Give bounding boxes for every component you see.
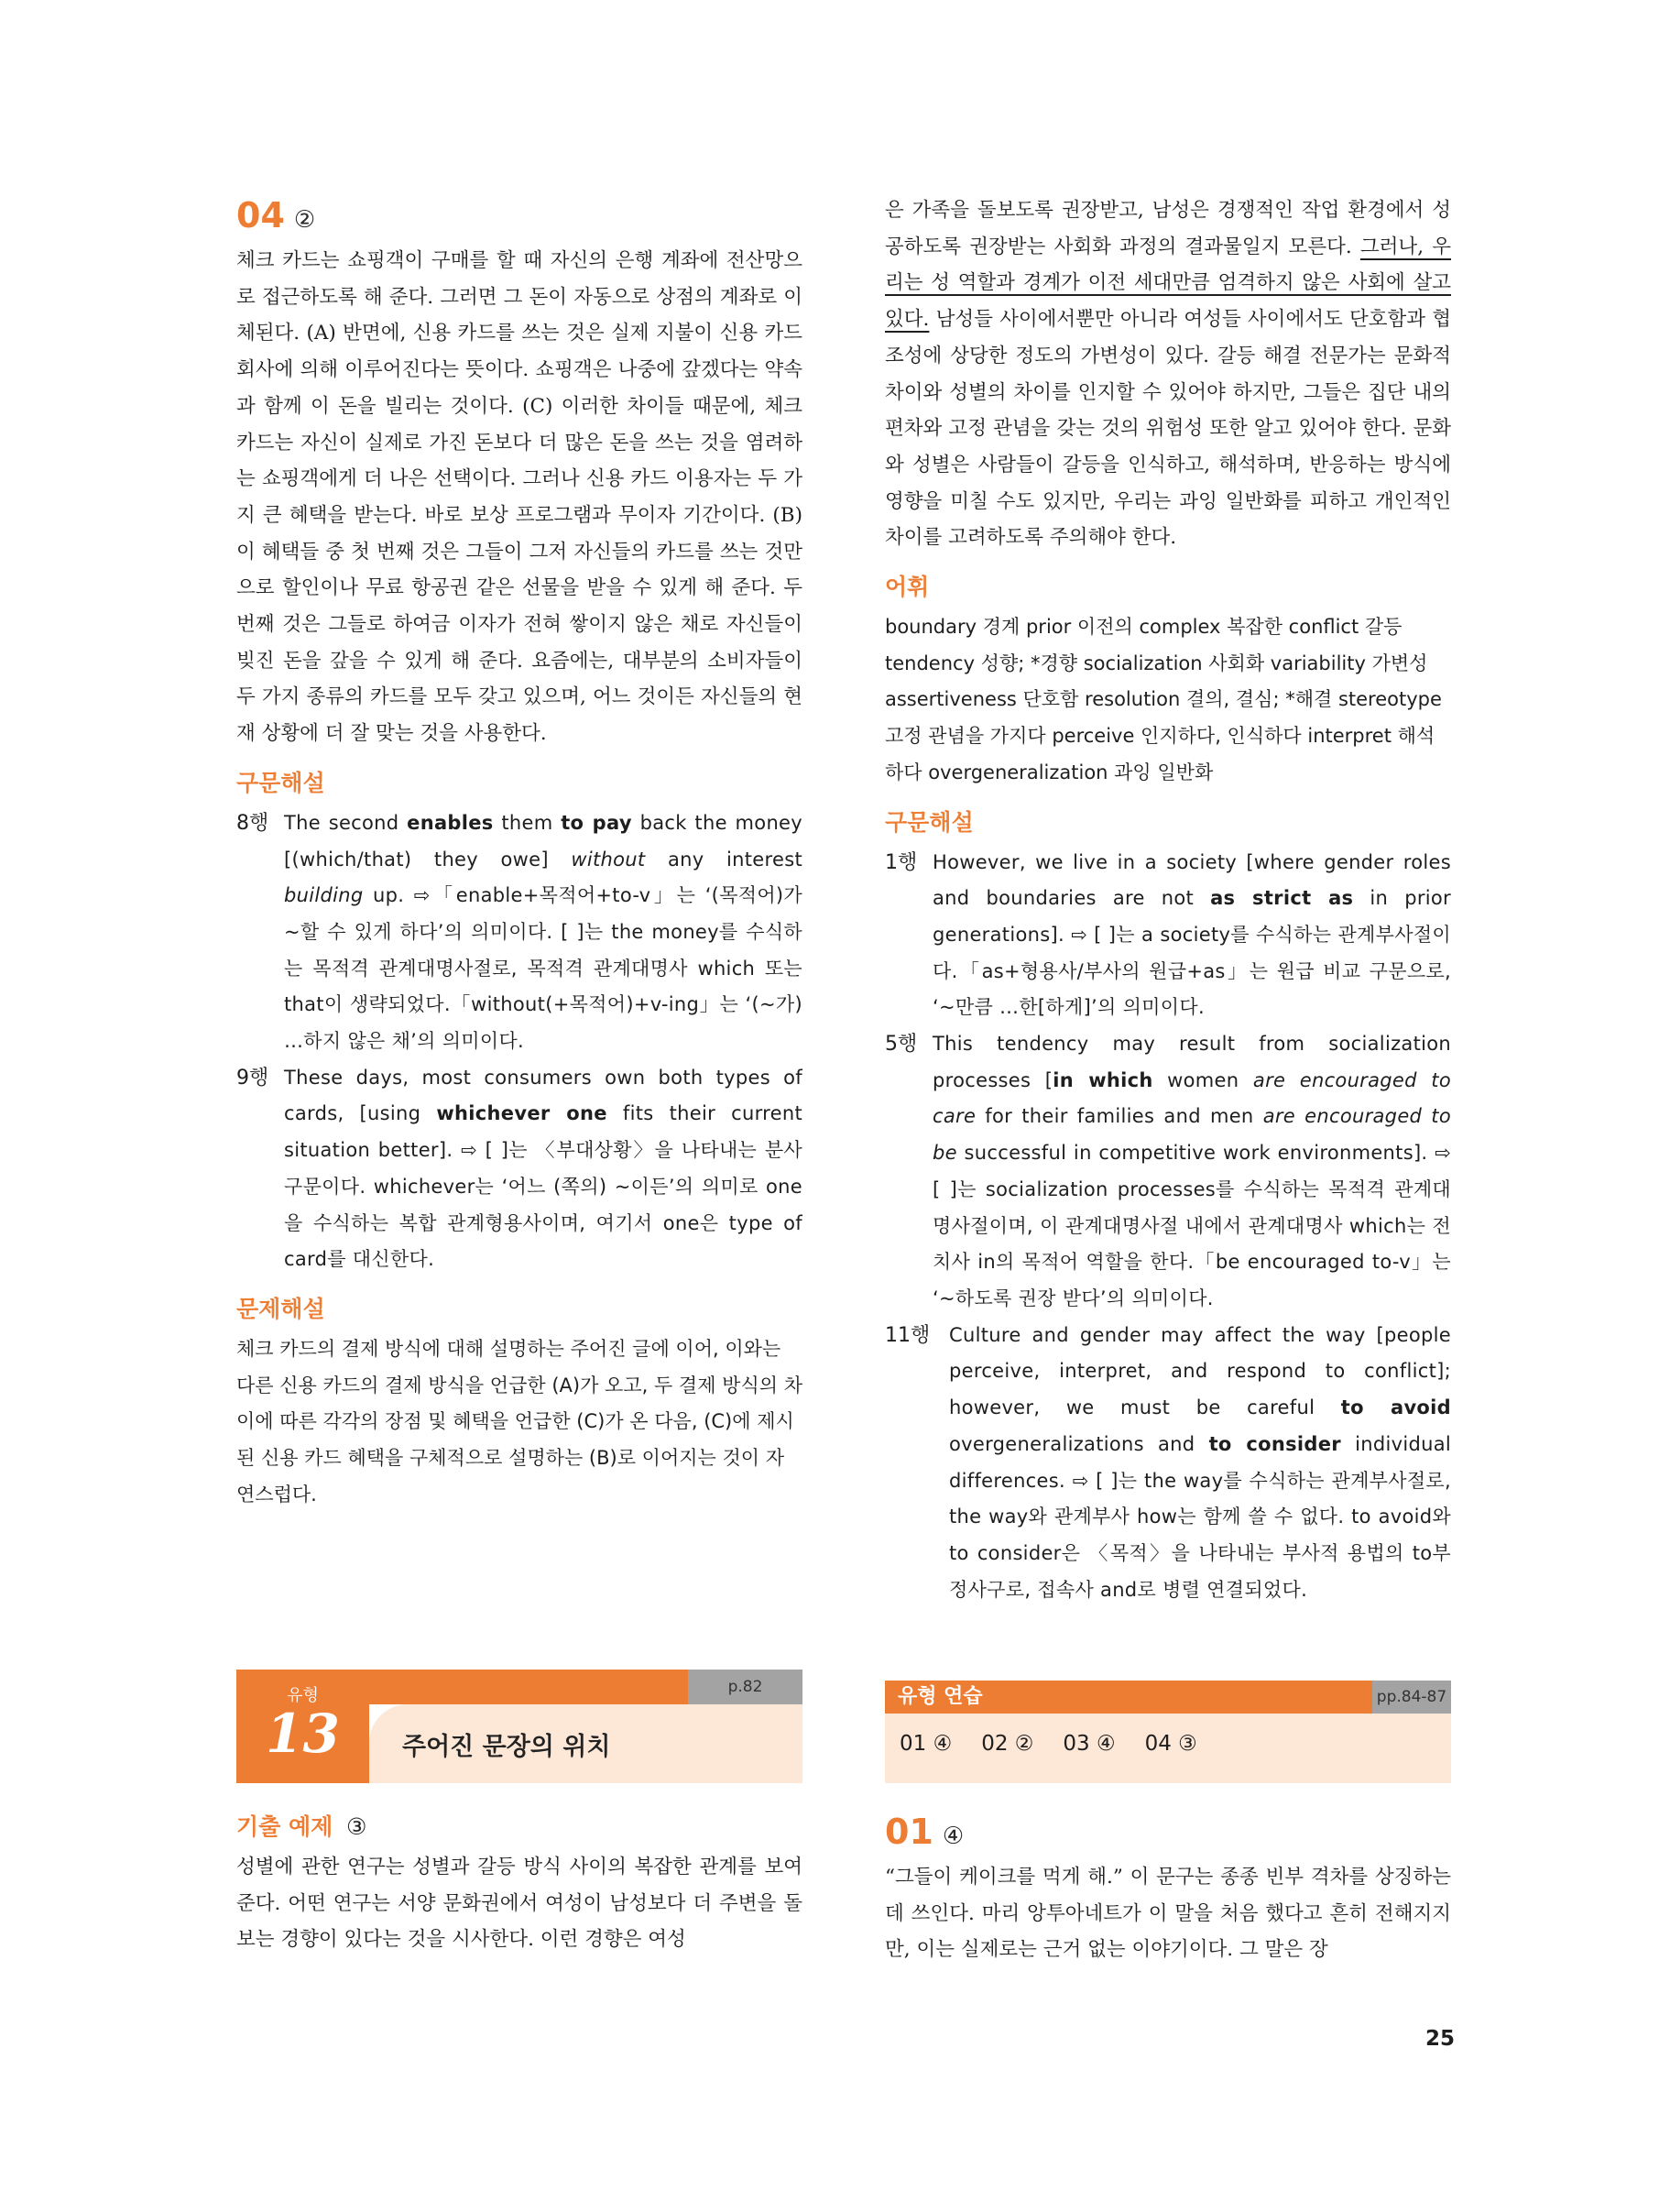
question-heading: 01 ④: [885, 1812, 965, 1852]
grammar-item: [885, 1318, 1451, 1609]
line-number: 11행: [885, 1323, 931, 1347]
type-badge: [236, 1670, 369, 1783]
translation-passage: 체크 카드는 쇼핑객이 구매를 할 때 자신의 은행 계좌에 전산망으로 접근하도록 해 준다. 그러면 그 돈이 자동으로 상점의 계좌로 이체된다. (A) 반면에, 신용 카드를 쓰는 것은 실제 지불이 신용 카드 회사에 의해 이루어진다는 뜻이다. 쇼핑객은 나중에 갚겠다는 약속과 함께 이 돈을 빌리는 것이다. (C) 이러한 차이들 때문에, 체크 카드는 자신이 실제로 가진 돈보다 더 많은 돈을 쓰는 것을 염려하는 쇼핑객에게 더 나은 선택이다. 그러나 신용 카드 이용자는 두 가지 큰 혜택을 받는다. 바로 보상 프로그램과 무이자 기간이다. (B) 이 혜택들 중 첫 번째 것은 그들이 그저 자신들의 카드를 쓰는 것만으로 할인이나 무료 항공권 같은 선물을 받을 수 있게 해 준다. 두 번째 것은 그들로 하여금 이자가 전혀 쌓이지 않은 채로 자신들이 빚진 돈을 갚을 수 있게 해 준다. 요즘에는, 대부분의 소비자들이 두 가지 종류의 카드를 모두 갖고 있으며, 어느 것이든 자신들의 현재 상황에 더 잘 맞는 것을 사용한다.: [236, 249, 802, 746]
vocab-section-title: 어휘: [885, 574, 930, 601]
translation-passage-continued: 은 가족을 돌보도록 권장받고, 남성은 경쟁적인 작업 환경에서 성공하도록 권장받는 사회화 과정의 결과물일지 모른다. 그러나, 우리는 성 역할과 경계가 이전 세대만큼 엄격하지 않은 사회에 살고 있다. 남성들 사이에서뿐만 아니라 여성들 사이에서도 단호함과 협조성에 상당한 정도의 가변성이 있다. 갈등 해결 전문가는 문화적 차이와 성별의 차이를 인지할 수 있어야 하지만, 그들은 집단 내의 편차와 고정 관념을 갖는 것의 위험성 또한 알고 있어야 한다. 문화와 성별은 사람들이 갈등을 인식하고, 해석하며, 반응하는 방식에 영향을 미칠 수도 있지만, 우리는 과잉 일반화를 피하고 개인적인 차이를 고려하도록 주의해야 한다.: [885, 199, 1451, 550]
left-column: [236, 192, 802, 1514]
practice-answers-panel: [885, 1714, 1451, 1783]
question-heading: 04 ②: [236, 195, 316, 235]
practice-answer: 03 ④: [1063, 1732, 1116, 1756]
grammar-item: [885, 845, 1451, 1027]
grammar-item: [885, 1026, 1451, 1318]
vocab-list: boundary 경계 prior 이전의 complex 복잡한 conflict 갈등 tendency 성향; *경향 socialization 사회화 variability 가변성 assertiveness 단호함 resolution 결의, 결심; *해결 stereotype 고정 관념을 가지다 perceive 인지하다, 인식하다 interpret 해석하다 overgeneralization 과잉 일반화: [885, 616, 1442, 783]
example-section: [236, 1809, 802, 1958]
q01-section: [885, 1809, 1451, 1968]
example-title: 기출 예제 ③: [236, 1813, 367, 1840]
underlined-sentence: 그러나, 우리는 성 역할과 경계가 이전 세대만큼 엄격하지 않은 사회에 살고 있다.: [885, 235, 1451, 332]
grammar-section-title: 구문해설: [885, 808, 974, 836]
example-passage: 성별에 관한 연구는 성별과 갈등 방식 사이의 복잡한 관계를 보여준다. 어떤 연구는 서양 문화권에서 여성이 남성보다 더 주변을 돌보는 경향이 있다는 것을 시사한다. 이런 경향은 여성: [236, 1856, 802, 1952]
type-title: 주어진 문장의 위치: [402, 1733, 611, 1761]
line-number: 9행: [236, 1066, 269, 1090]
practice-answer: 04 ③: [1144, 1732, 1197, 1756]
page-reference-tag: p.82: [688, 1670, 802, 1704]
problem-explanation: 체크 카드의 결제 방식에 대해 설명하는 주어진 글에 이어, 이와는 다른 신용 카드의 결제 방식을 언급한 (A)가 오고, 두 결제 방식의 차이에 따른 각각의 장점 및 혜택을 언급한 (C)가 온 다음, (C)에 제시된 신용 카드 혜택을 구체적으로 설명하는 (B)로 이어지는 것이 자연스럽다.: [236, 1337, 803, 1506]
q01-passage: “그들이 케이크를 먹게 해.” 이 문구는 종종 빈부 격차를 상징하는 데 쓰인다. 마리 앙투아네트가 이 말을 처음 했다고 흔히 전해지지만, 이는 실제로는 근거 없는 이야기이다. 그 말은 장: [885, 1866, 1451, 1962]
type-header-box: [236, 1670, 802, 1783]
grammar-item: [236, 1060, 802, 1278]
grammar-text: These days, most consumers own both types of cards, [using whichever one fits their current situation better]. ⇨ [ ]는 〈부대상황〉을 나타내는 분사구문이다. whichever는 ‘어느 (쪽의) ~이든’의 의미로 one을 수식하는 복합 관계형용사이며, 여기서 one은 type of card를 대신한다.: [284, 1066, 802, 1271]
type-title-panel: [369, 1704, 802, 1783]
grammar-item: [236, 805, 802, 1060]
grammar-section-title: 구문해설: [236, 769, 325, 796]
practice-title: 유형 연습: [885, 1681, 1372, 1714]
grammar-text: This tendency may result from socialization processes [in which women are encouraged to care for their families and men are encouraged to be successful in competitive work environments]. ⇨ [ ]는 socialization processes를 수식하는 목적격 관계대명사절이며, 이 관계대명사절 내에서 관계대명사 which는 전치사 in의 목적어 역할을 한다.「be encouraged to-v」는 ‘~하도록 권장 받다’의 의미이다.: [933, 1033, 1451, 1309]
right-column: [885, 192, 1451, 1608]
problem-section-title: 문제해설: [236, 1295, 325, 1322]
grammar-text: The second enables them to pay back the money [(which/that) they owe] without any interest building up. ⇨「enable+목적어+to-v」는 ‘(목적어)가 ~할 수 있게 하다’의 의미이다. [ ]는 the money를 수식하는 목적격 관계대명사절로, 목적격 관계대명사 which 또는 that이 생략되었다.「without(+목적어)+v-ing」는 ‘(~가) …하지 않은 채’의 의미이다.: [284, 811, 803, 1053]
line-number: 1행: [885, 850, 918, 874]
practice-answer-box: [885, 1681, 1451, 1783]
grammar-text: However, we live in a society [where gender roles and boundaries are not as strict as in prior generations]. ⇨ [ ]는 a society를 수식하는 관계부사절이다.「as+형용사/부사의 원급+as」는 원급 비교 구문으로, ‘~만큼 …한[하게]’의 의미이다.: [933, 850, 1451, 1019]
page-number: 25: [1425, 2027, 1456, 2051]
line-number: 5행: [885, 1033, 918, 1057]
grammar-text: Culture and gender may affect the way [people perceive, interpret, and respond to conflict]; however, we must be careful to avoid overgeneralizations and to consider individual differences. ⇨ [ ]는 the way를 수식하는 관계부사절로, the way와 관계부사 how는 함께 쓸 수 없다. to avoid와 to consider은 〈목적〉을 나타내는 부사적 용법의 to부정사구로, 접속사 and로 병렬 연결되었다.: [949, 1323, 1452, 1601]
line-number: 8행: [236, 811, 269, 835]
type-number: 13: [266, 1703, 340, 1765]
practice-answer: 02 ②: [981, 1732, 1034, 1756]
practice-answer: 01 ④: [900, 1732, 953, 1756]
type-label: 유형: [287, 1686, 319, 1705]
practice-pages-tag: pp.84-87: [1372, 1681, 1451, 1714]
